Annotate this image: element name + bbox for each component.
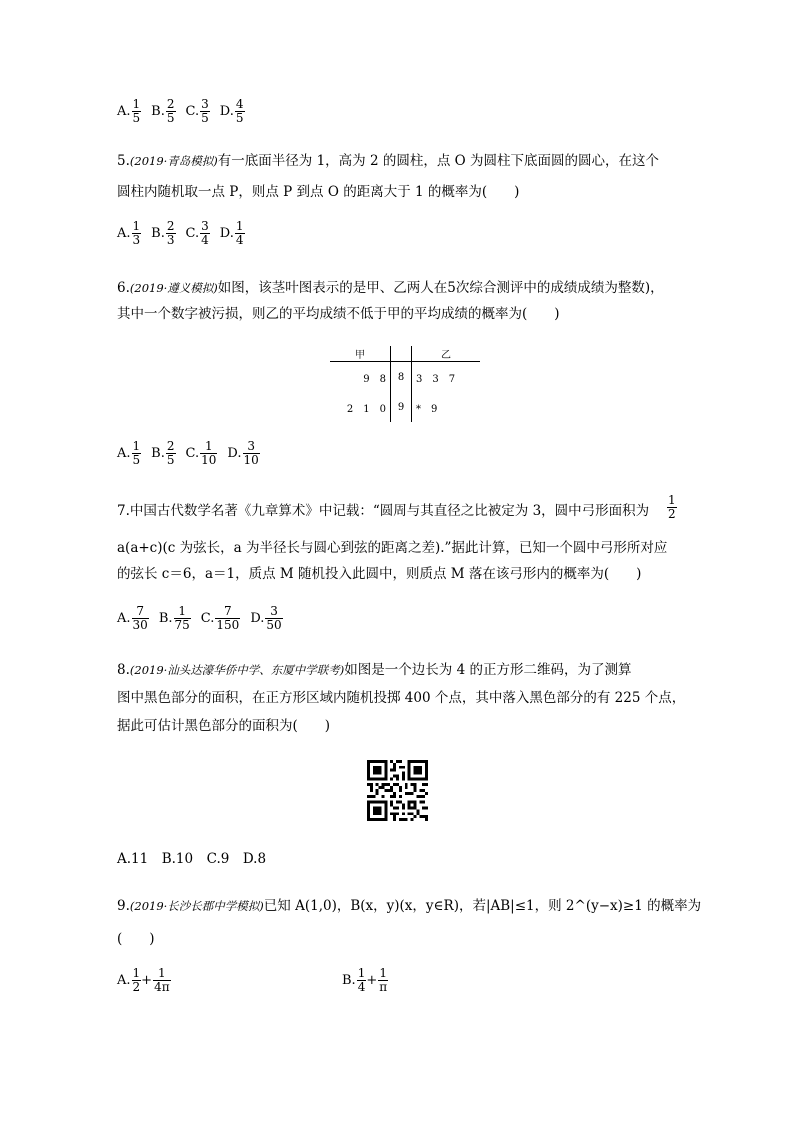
fraction: $\frac{1}{2}$ <box>132 966 141 994</box>
fraction: $\frac{3}{5}$ <box>201 97 209 125</box>
q4-option-a: A. $\frac{1}{5}$ <box>117 97 141 125</box>
q6-options <box>117 440 270 467</box>
q8-line2: 图中黑色部分的面积，在正方形区域内随机投掷 400 个点，其中落入黑色部分的有 225 个点， <box>117 690 686 706</box>
q7-option-d: D. $\frac{3}{50}$ <box>250 604 282 632</box>
q6-option-a: A. $\frac{1}{5}$ <box>117 439 141 467</box>
q5-source: (2019·青岛模拟) <box>129 154 218 168</box>
q9-line1: 9.(2019·长沙长郡中学模拟)已知 A(1,0)，B(x，y)(x，y∈R)，若|AB|≤1，则 2^(y−x)≥1 的概率为 <box>117 898 702 914</box>
fraction: $\frac{7}{30}$ <box>132 604 148 632</box>
fraction: $\frac{3}{50}$ <box>266 604 282 632</box>
q4-option-d: D. $\frac{4}{5}$ <box>219 97 244 125</box>
q4-options <box>117 98 255 125</box>
q8-line3: 据此可估计黑色部分的面积为( ) <box>117 718 331 734</box>
fraction: $\frac{2}{5}$ <box>166 97 175 125</box>
fraction: $\frac{1}{10}$ <box>201 439 217 467</box>
q8-line1: 8.(2019·汕头达濠华侨中学、东厦中学联考)如图是一个边长为 4 的正方形二维码，为了测算 <box>117 662 632 678</box>
row1-left: 9 8 <box>363 373 386 385</box>
fraction: $\frac{1}{5}$ <box>132 97 141 125</box>
q9-option-a: A. $\frac{1}{2}$ + $\frac{1}{4\pi}$ <box>117 966 170 994</box>
fraction: $\frac{1}{75}$ <box>174 604 190 632</box>
fraction: $\frac{1}{4}$ <box>357 966 366 994</box>
q9-option-b: B. $\frac{1}{4}$ + $\frac{1}{\pi}$ <box>342 966 388 994</box>
q6-source: (2019·遵义模拟) <box>129 281 218 295</box>
q5-line2: 圆柱内随机取一点 P，则点 P 到点 O 的距离大于 1 的概率为( ) <box>117 184 520 200</box>
q7-line1: 7.中国古代数学名著《九章算术》中记载：“圆周与其直径之比被定为 3，圆中弓形面积为 <box>117 503 650 519</box>
q6-option-d: D. $\frac{3}{10}$ <box>227 439 259 467</box>
q5-options <box>117 220 255 247</box>
q6-option-c: C. $\frac{1}{10}$ <box>185 439 217 467</box>
q5-option-c: C. $\frac{3}{4}$ <box>185 219 209 247</box>
stem-leaf-table <box>330 346 480 422</box>
stem-leaf-plot <box>330 346 480 422</box>
fraction: $\frac{1}{5}$ <box>132 439 141 467</box>
row1-right: 3 3 7 <box>416 373 456 385</box>
q9-line2: ( ) <box>117 931 155 947</box>
q5-option-d: D. $\frac{1}{4}$ <box>219 219 244 247</box>
fraction: $\frac{1}{3}$ <box>132 219 141 247</box>
header-right: 乙 <box>441 350 451 361</box>
q6-line2: 其中一个数字被污损，则乙的平均成绩不低于甲的平均成绩的概率为( ) <box>117 306 560 322</box>
q8-options: A.11 B.10 C.9 D.8 <box>117 851 267 867</box>
q7-option-c: C. $\frac{7}{150}$ <box>200 604 240 632</box>
q4-option-c: C. $\frac{3}{5}$ <box>185 97 209 125</box>
row2-left: 2 1 0 <box>346 403 386 415</box>
header-left: 甲 <box>355 350 365 361</box>
fraction: $\frac{1}{4}$ <box>235 219 244 247</box>
fraction: $\frac{3}{10}$ <box>243 439 259 467</box>
row2-right: * 9 <box>416 403 438 415</box>
row1-stem: 8 <box>391 362 412 393</box>
q7-line3: 的弦长 c＝6，a＝1，质点 M 随机投入此圆中，则质点 M 落在该弓形内的概率为( ) <box>117 566 642 582</box>
fraction: $\frac{1}{4\pi}$ <box>154 966 170 994</box>
q4-option-b: B. $\frac{2}{5}$ <box>151 97 175 125</box>
q8-source: (2019·汕头达濠华侨中学、东厦中学联考) <box>129 663 345 677</box>
q5-line1: 5.(2019·青岛模拟)有一底面半径为 1，高为 2 的圆柱，点 O 为圆柱下底面圆的圆心，在这个 <box>117 153 659 169</box>
fraction: $\frac{2}{3}$ <box>166 219 175 247</box>
row2-stem: 9 <box>391 392 412 422</box>
fraction: $\frac{1}{\pi}$ <box>379 966 388 994</box>
fraction: $\frac{2}{5}$ <box>166 439 175 467</box>
fraction: $\frac{4}{5}$ <box>235 97 244 125</box>
q7-fraction: $\frac{1}{2}$ <box>668 493 676 521</box>
q7-option-a: A. $\frac{7}{30}$ <box>117 604 148 632</box>
fraction: $\frac{3}{4}$ <box>201 219 209 247</box>
q7-options <box>117 605 293 632</box>
q6-line1: 6.(2019·遵义模拟)如图，该茎叶图表示的是甲、乙两人在5次综合测评中的成绩成绩为整数)， <box>117 280 664 296</box>
qr-code-image <box>367 760 428 821</box>
q7-line2: a(a+c)(c 为弦长，a 为半径长与圆心到弦的距离之差).”据此计算，已知一个圆中弓形所对应 <box>117 540 668 556</box>
q5-option-b: B. $\frac{2}{3}$ <box>151 219 175 247</box>
q6-option-b: B. $\frac{2}{5}$ <box>151 439 175 467</box>
q9-source: (2019·长沙长郡中学模拟) <box>129 899 264 913</box>
q5-option-a: A. $\frac{1}{3}$ <box>117 219 141 247</box>
q7-option-b: B. $\frac{1}{75}$ <box>158 604 190 632</box>
fraction: $\frac{7}{150}$ <box>216 604 240 632</box>
